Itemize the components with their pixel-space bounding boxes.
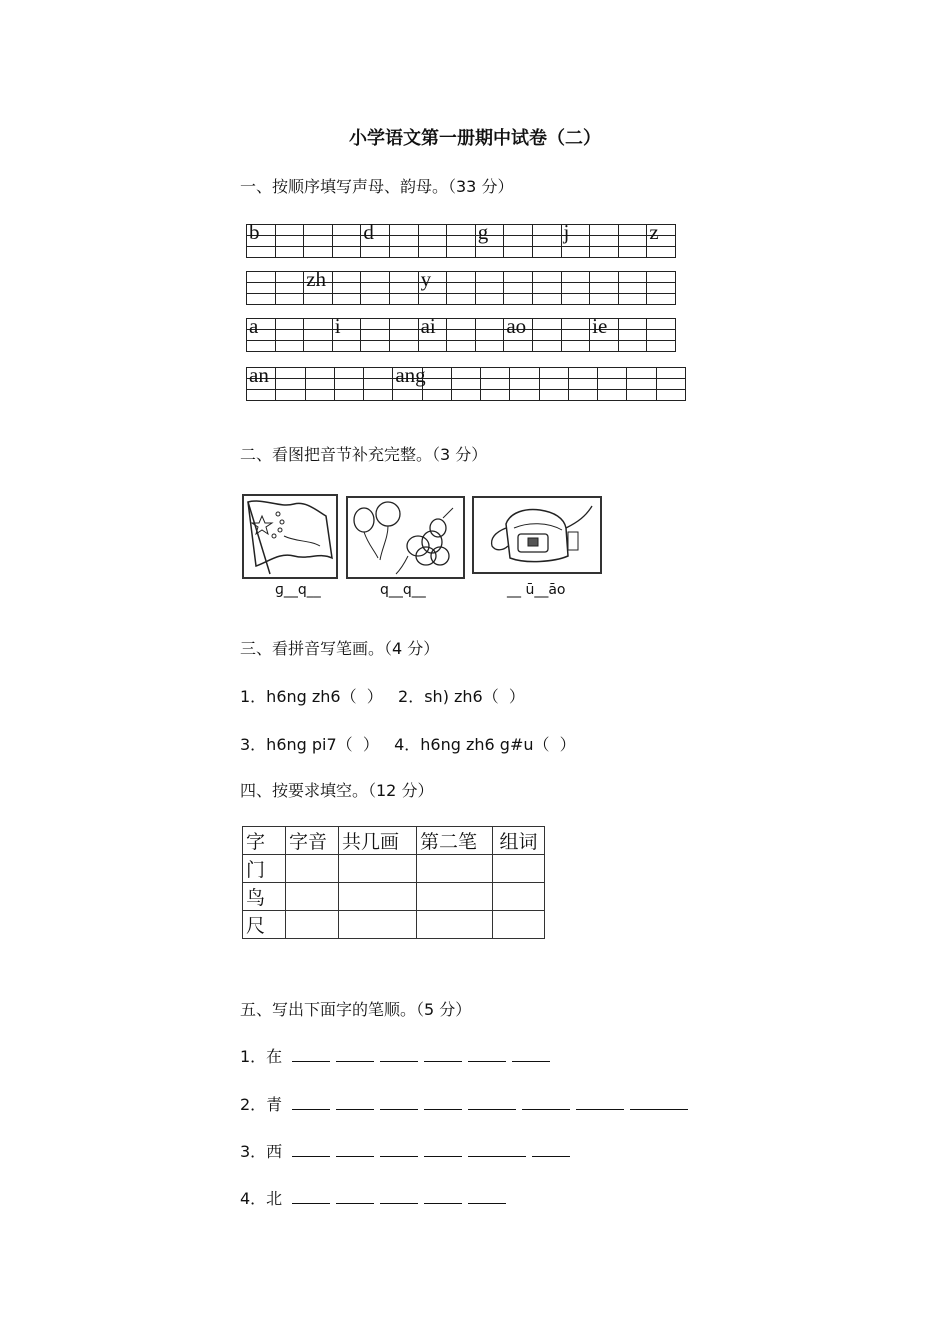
grid-cell[interactable]: [532, 236, 561, 247]
grid-cell[interactable]: [647, 220, 676, 247]
grid-cell[interactable]: [247, 341, 276, 352]
grid-line-row: [247, 368, 686, 379]
grid-cell[interactable]: [568, 390, 597, 401]
grid-cell[interactable]: [334, 379, 363, 390]
grid-cell[interactable]: [275, 236, 304, 247]
grid-cell[interactable]: [275, 341, 304, 352]
grid-letter: ie: [592, 314, 608, 338]
grid-cell[interactable]: [590, 247, 619, 258]
grid-cell[interactable]: [504, 225, 533, 236]
grid-cell[interactable]: [561, 283, 590, 294]
grid-cell[interactable]: [475, 319, 504, 330]
grid-cell[interactable]: [475, 247, 504, 258]
grid-cell[interactable]: [590, 294, 619, 305]
grid-cell[interactable]: [510, 379, 539, 390]
grid-cell[interactable]: [539, 368, 568, 379]
grid-line-row: [247, 319, 676, 330]
grid-cell[interactable]: [393, 390, 422, 401]
grid-cell[interactable]: [304, 341, 333, 352]
table-cell[interactable]: [493, 855, 545, 883]
answer-blank[interactable]: [336, 1189, 374, 1204]
answer-blank[interactable]: [292, 1095, 330, 1110]
answer-blank[interactable]: [468, 1142, 526, 1157]
grid-cell[interactable]: [393, 363, 426, 390]
answer-blank[interactable]: [532, 1142, 570, 1157]
grid-cell[interactable]: [532, 272, 561, 283]
grid-cell[interactable]: [334, 368, 363, 379]
answer-blank[interactable]: [424, 1047, 462, 1062]
grid-letter: zh: [306, 267, 327, 291]
grid-cell[interactable]: [532, 225, 561, 236]
grid-letter: d: [363, 220, 374, 244]
grid-cell[interactable]: [561, 294, 590, 305]
grid-letter: a: [249, 314, 259, 338]
grid-cell[interactable]: [361, 247, 390, 258]
grid-cell[interactable]: [422, 368, 451, 379]
grid-cell[interactable]: [364, 390, 393, 401]
answer-blank[interactable]: [380, 1189, 418, 1204]
grid-line-row: [247, 247, 676, 258]
grid-cell[interactable]: [418, 267, 447, 294]
grid-cell[interactable]: [276, 390, 305, 401]
section-4-heading: 四、按要求填空。（12 分）: [240, 781, 434, 800]
grid-cell[interactable]: [304, 236, 333, 247]
answer-blank[interactable]: [292, 1047, 330, 1062]
grid-cell[interactable]: [361, 341, 390, 352]
grid-cell[interactable]: [561, 220, 590, 247]
grid-cell[interactable]: [304, 294, 333, 305]
grid-letter: i: [334, 314, 341, 338]
grid-cell[interactable]: [389, 319, 418, 330]
page-title: 小学语文第一册期中试卷（二）: [349, 128, 601, 149]
grid-cell[interactable]: [647, 283, 676, 294]
grid-cell[interactable]: [504, 283, 533, 294]
answer-blank[interactable]: [424, 1189, 462, 1204]
grid-cell[interactable]: [532, 330, 561, 341]
answer-blank[interactable]: [512, 1047, 550, 1062]
grid-cell[interactable]: [475, 220, 504, 247]
grid-line-row: [247, 236, 676, 247]
answer-blank[interactable]: [576, 1095, 624, 1110]
table-row: [243, 911, 545, 939]
grid-cell[interactable]: [561, 330, 590, 341]
grid-cell[interactable]: [305, 390, 334, 401]
grid-cell[interactable]: [590, 314, 619, 341]
grid-cell[interactable]: [656, 368, 685, 379]
stroke-order-line: [240, 1186, 512, 1209]
grid-cell[interactable]: [418, 247, 447, 258]
grid-cell[interactable]: [590, 272, 619, 283]
grid-cell[interactable]: [247, 247, 276, 258]
stroke-order-label: 2．青: [240, 1095, 283, 1114]
stroke-order-line: [240, 1092, 694, 1115]
grid-cell[interactable]: [447, 272, 476, 283]
grid-cell[interactable]: [561, 341, 590, 352]
grid-cell[interactable]: [481, 379, 510, 390]
grid-cell[interactable]: [627, 390, 656, 401]
grid-cell[interactable]: [451, 379, 480, 390]
section-3-heading: 三、看拼音写笔画。（4 分）: [240, 639, 440, 658]
pinyin-grid-1: [246, 220, 676, 258]
answer-blank[interactable]: [468, 1095, 516, 1110]
answer-blank[interactable]: [336, 1142, 374, 1157]
grid-cell[interactable]: [647, 294, 676, 305]
grid-cell[interactable]: [532, 341, 561, 352]
answer-blank[interactable]: [468, 1047, 506, 1062]
grid-cell[interactable]: [304, 319, 333, 330]
grid-cell[interactable]: [647, 272, 676, 283]
row-character: 尺: [243, 911, 286, 939]
grid-cell[interactable]: [276, 379, 305, 390]
flag-picture: [242, 494, 338, 579]
grid-cell[interactable]: [598, 368, 627, 379]
grid-cell[interactable]: [275, 272, 304, 283]
grid-cell[interactable]: [618, 294, 647, 305]
grid-cell[interactable]: [389, 225, 418, 236]
table-cell[interactable]: [493, 911, 545, 939]
grid-cell[interactable]: [389, 283, 418, 294]
grid-cell[interactable]: [422, 379, 451, 390]
grid-cell[interactable]: [247, 363, 276, 390]
grid-cell[interactable]: [627, 379, 656, 390]
character-table: [242, 826, 545, 939]
grid-cell[interactable]: [304, 225, 333, 236]
answer-blank[interactable]: [380, 1047, 418, 1062]
picture-1-syllable: ɡ__q__: [275, 582, 321, 598]
grid-cell[interactable]: [275, 247, 304, 258]
balloons-icon: [348, 498, 463, 577]
grid-cell[interactable]: [247, 390, 276, 401]
grid-cell[interactable]: [247, 283, 276, 294]
grid-cell[interactable]: [332, 294, 361, 305]
grid-cell[interactable]: [618, 341, 647, 352]
grid-cell[interactable]: [561, 272, 590, 283]
table-cell[interactable]: [339, 911, 417, 939]
grid-cell[interactable]: [532, 319, 561, 330]
grid-cell[interactable]: [447, 341, 476, 352]
table-cell[interactable]: [417, 911, 493, 939]
grid-cell[interactable]: [475, 294, 504, 305]
grid-cell[interactable]: [647, 330, 676, 341]
section-5-heading: 五、写出下面字的笔顺。（5 分）: [240, 1000, 472, 1019]
pinyin-grid-3: [246, 314, 676, 352]
grid-line-row: [247, 379, 686, 390]
grid-cell[interactable]: [418, 225, 447, 236]
picture-3-syllable: __ ū__āo: [507, 582, 566, 598]
grid-line-row: [247, 341, 676, 352]
table-cell[interactable]: [286, 855, 339, 883]
grid-cell[interactable]: [247, 314, 276, 341]
row-character: 鸟: [243, 883, 286, 911]
grid-line-row: [247, 294, 676, 305]
grid-cell[interactable]: [618, 319, 647, 330]
grid-cell[interactable]: [305, 368, 334, 379]
grid-cell[interactable]: [247, 220, 276, 247]
grid-cell[interactable]: [451, 390, 480, 401]
answer-blank[interactable]: [336, 1047, 374, 1062]
answer-blank[interactable]: [292, 1189, 330, 1204]
flag-icon: [244, 496, 336, 577]
grid-cell[interactable]: [561, 319, 590, 330]
grid-cell[interactable]: [510, 368, 539, 379]
grid-cell[interactable]: [334, 390, 363, 401]
grid-line-row: [247, 225, 676, 236]
answer-blank[interactable]: [292, 1142, 330, 1157]
grid-cell[interactable]: [361, 283, 390, 294]
balloons-picture: [346, 496, 465, 579]
grid-cell[interactable]: [504, 314, 533, 341]
pinyin-question-line-1: 1．h6ng zh6（ ） 2．sh) zh6（ ）: [240, 687, 525, 706]
grid-letter: z: [649, 220, 659, 244]
grid-cell[interactable]: [364, 379, 393, 390]
grid-cell[interactable]: [504, 236, 533, 247]
grid-letter: ao: [506, 314, 527, 338]
grid-cell[interactable]: [568, 368, 597, 379]
grid-cell[interactable]: [275, 319, 304, 330]
grid-cell[interactable]: [590, 283, 619, 294]
grid-cell[interactable]: [504, 341, 533, 352]
grid-letter: g: [477, 220, 489, 244]
grid-cell[interactable]: [451, 368, 480, 379]
table-row: [243, 883, 545, 911]
answer-blank[interactable]: [424, 1095, 462, 1110]
grid-cell[interactable]: [475, 330, 504, 341]
answer-blank[interactable]: [424, 1142, 462, 1157]
stroke-order-label: 1．在: [240, 1047, 283, 1066]
grid-letter: an: [249, 363, 269, 387]
grid-cell[interactable]: [332, 283, 361, 294]
grid-cell[interactable]: [305, 379, 334, 390]
grid-cell[interactable]: [361, 319, 390, 330]
pinyin-grid-2: [246, 267, 676, 305]
table-header-row: [243, 827, 545, 855]
pinyin-question-line-2: 3．h6ng pi7（ ） 4．h6ng zh6 g#u（ ）: [240, 735, 576, 754]
grid-cell[interactable]: [389, 247, 418, 258]
answer-blank[interactable]: [630, 1095, 688, 1110]
grid-line-row: [247, 390, 686, 401]
pinyin-grid-4: [246, 363, 686, 401]
grid-cell[interactable]: [304, 247, 333, 258]
grid-cell[interactable]: [275, 225, 304, 236]
grid-cell[interactable]: [539, 379, 568, 390]
grid-cell[interactable]: [304, 267, 333, 294]
grid-cell[interactable]: [647, 247, 676, 258]
grid-cell[interactable]: [422, 390, 451, 401]
grid-cell[interactable]: [447, 319, 476, 330]
grid-cell[interactable]: [598, 390, 627, 401]
grid-cell[interactable]: [361, 294, 390, 305]
schoolbag-picture: [472, 496, 602, 574]
grid-cell[interactable]: [418, 236, 447, 247]
grid-letter: ang: [395, 363, 426, 387]
grid-cell[interactable]: [332, 247, 361, 258]
grid-cell[interactable]: [247, 272, 276, 283]
grid-cell[interactable]: [561, 247, 590, 258]
grid-cell[interactable]: [389, 330, 418, 341]
grid-cell[interactable]: [275, 294, 304, 305]
grid-cell[interactable]: [590, 225, 619, 236]
answer-blank[interactable]: [468, 1189, 506, 1204]
grid-cell[interactable]: [590, 236, 619, 247]
grid-cell[interactable]: [598, 379, 627, 390]
grid-cell[interactable]: [389, 236, 418, 247]
grid-cell[interactable]: [647, 341, 676, 352]
grid-cell[interactable]: [276, 368, 305, 379]
answer-blank[interactable]: [380, 1142, 418, 1157]
grid-cell[interactable]: [618, 225, 647, 236]
grid-cell[interactable]: [481, 368, 510, 379]
grid-cell[interactable]: [504, 247, 533, 258]
table-cell[interactable]: [286, 883, 339, 911]
grid-cell[interactable]: [647, 319, 676, 330]
grid-cell[interactable]: [275, 330, 304, 341]
schoolbag-icon: [474, 498, 600, 572]
stroke-order-line: [240, 1139, 576, 1162]
grid-cell[interactable]: [618, 330, 647, 341]
grid-cell[interactable]: [332, 314, 361, 341]
grid-cell[interactable]: [447, 247, 476, 258]
stroke-order-label: 4．北: [240, 1189, 283, 1208]
grid-cell[interactable]: [332, 236, 361, 247]
table-header: 字: [243, 827, 286, 855]
grid-cell[interactable]: [332, 272, 361, 283]
grid-cell[interactable]: [361, 272, 390, 283]
answer-blank[interactable]: [336, 1095, 374, 1110]
table-cell[interactable]: [417, 883, 493, 911]
grid-cell[interactable]: [532, 283, 561, 294]
table-cell[interactable]: [286, 911, 339, 939]
grid-cell[interactable]: [332, 225, 361, 236]
grid-cell[interactable]: [627, 368, 656, 379]
grid-cell[interactable]: [568, 379, 597, 390]
grid-cell[interactable]: [447, 330, 476, 341]
stroke-order-label: 3．西: [240, 1142, 283, 1161]
grid-letter: j: [563, 220, 570, 244]
grid-cell[interactable]: [304, 330, 333, 341]
grid-cell[interactable]: [510, 390, 539, 401]
grid-letter: ai: [420, 314, 436, 338]
grid-cell[interactable]: [275, 283, 304, 294]
grid-letter: y: [420, 267, 432, 291]
grid-cell[interactable]: [504, 272, 533, 283]
row-character: 门: [243, 855, 286, 883]
table-header: 字音: [286, 827, 339, 855]
grid-cell[interactable]: [389, 341, 418, 352]
grid-cell[interactable]: [364, 368, 393, 379]
grid-cell[interactable]: [447, 283, 476, 294]
grid-cell[interactable]: [418, 314, 447, 341]
grid-cell[interactable]: [361, 330, 390, 341]
grid-line-row: [247, 283, 676, 294]
table-cell[interactable]: [339, 855, 417, 883]
grid-cell[interactable]: [532, 294, 561, 305]
table-header: 共几画: [339, 827, 417, 855]
grid-cell[interactable]: [618, 247, 647, 258]
grid-cell[interactable]: [389, 294, 418, 305]
answer-blank[interactable]: [522, 1095, 570, 1110]
grid-cell[interactable]: [532, 247, 561, 258]
grid-cell[interactable]: [590, 341, 619, 352]
grid-cell[interactable]: [418, 341, 447, 352]
grid-letter: b: [249, 220, 260, 244]
section-2-heading: 二、看图把音节补充完整。（3 分）: [240, 445, 488, 464]
table-row: [243, 855, 545, 883]
grid-cell[interactable]: [418, 294, 447, 305]
stroke-order-line: [240, 1044, 556, 1067]
grid-cell[interactable]: [475, 272, 504, 283]
grid-cell[interactable]: [389, 272, 418, 283]
section-1-heading: 一、按顺序填写声母、韵母。（33 分）: [240, 177, 514, 196]
grid-cell[interactable]: [656, 379, 685, 390]
picture-2-syllable: q__q__: [380, 582, 426, 598]
grid-cell[interactable]: [247, 294, 276, 305]
grid-cell[interactable]: [361, 220, 390, 247]
answer-blank[interactable]: [380, 1095, 418, 1110]
table-cell[interactable]: [339, 883, 417, 911]
table-header: 组词: [493, 827, 545, 855]
grid-cell[interactable]: [332, 341, 361, 352]
table-cell[interactable]: [493, 883, 545, 911]
grid-cell[interactable]: [656, 390, 685, 401]
grid-cell[interactable]: [539, 390, 568, 401]
grid-line-row: [247, 330, 676, 341]
grid-cell[interactable]: [447, 236, 476, 247]
grid-cell[interactable]: [475, 283, 504, 294]
grid-cell[interactable]: [618, 272, 647, 283]
grid-cell[interactable]: [475, 341, 504, 352]
grid-cell[interactable]: [447, 294, 476, 305]
grid-cell[interactable]: [447, 225, 476, 236]
grid-cell[interactable]: [504, 294, 533, 305]
grid-cell[interactable]: [618, 236, 647, 247]
grid-cell[interactable]: [618, 283, 647, 294]
grid-cell[interactable]: [481, 390, 510, 401]
table-cell[interactable]: [417, 855, 493, 883]
table-header: 第二笔: [417, 827, 493, 855]
